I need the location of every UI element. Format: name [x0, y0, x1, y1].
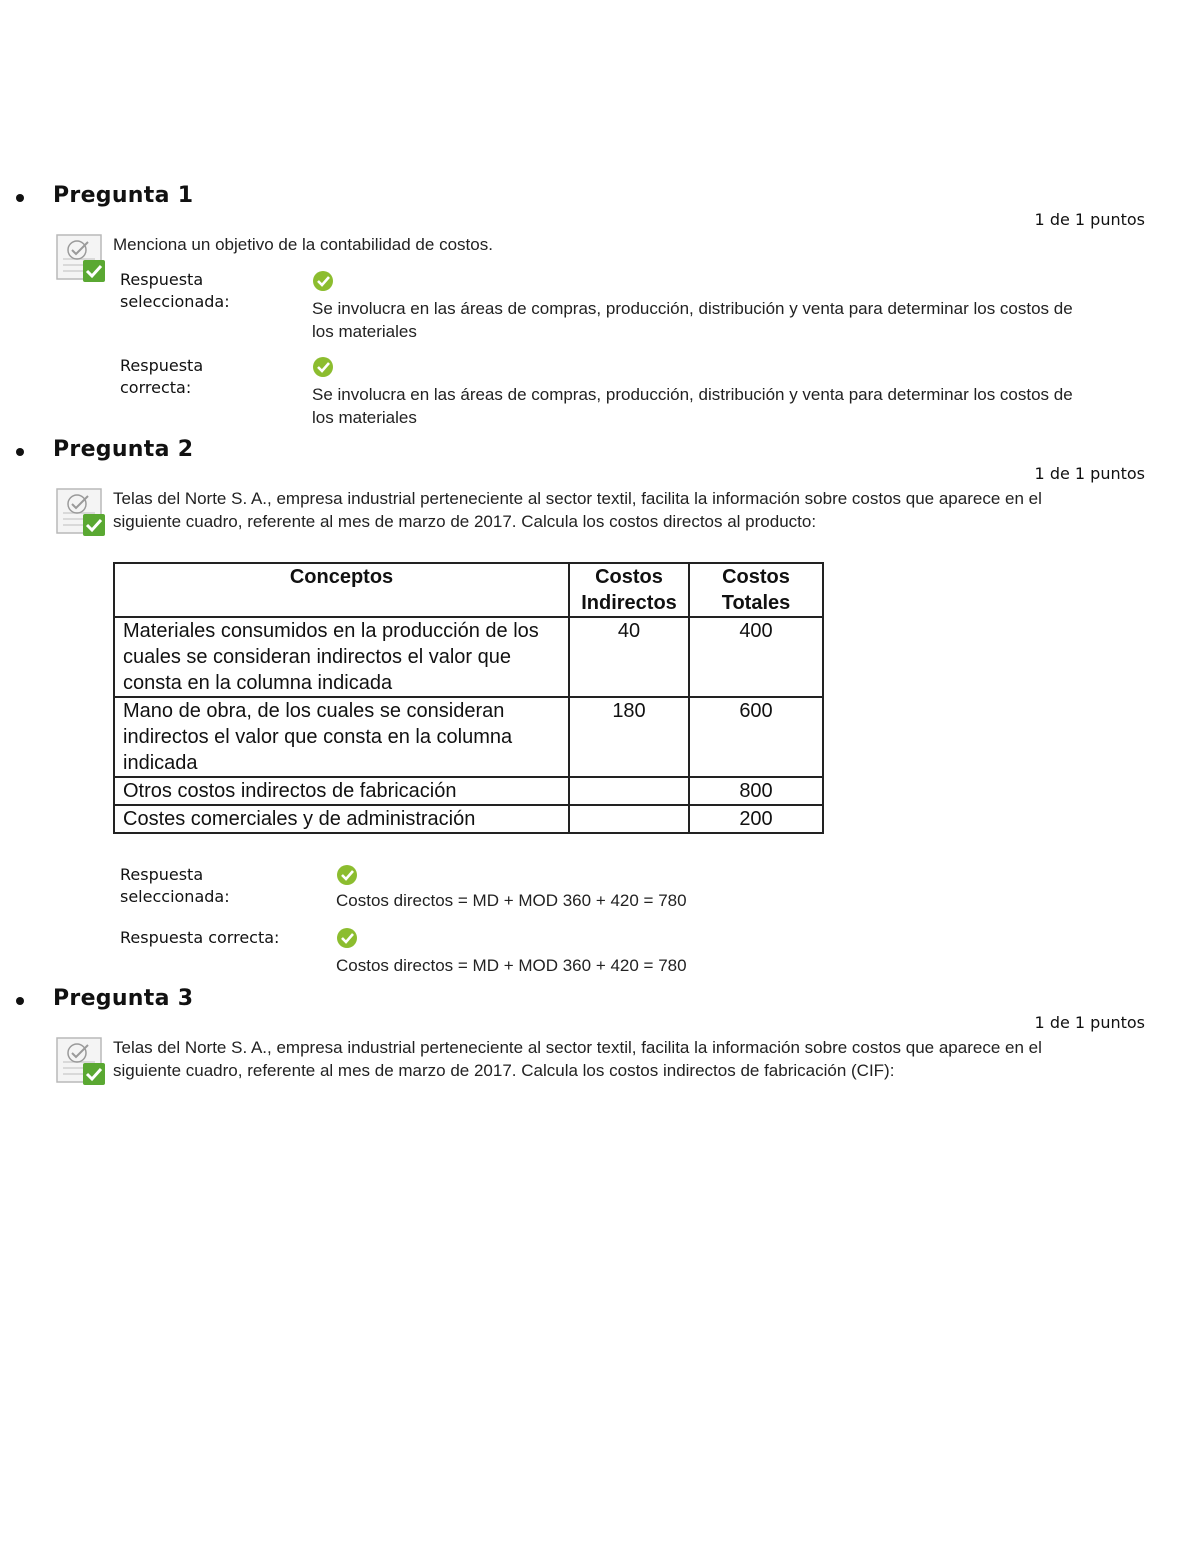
- label-line: Respuesta: [120, 270, 204, 289]
- table-cell: [569, 777, 689, 805]
- column-header: Conceptos: [114, 563, 569, 617]
- table-cell: 600: [689, 697, 823, 777]
- check-circle-icon: [312, 356, 334, 378]
- graded-correct-icon: [55, 1036, 107, 1086]
- question-points: 1 de 1 puntos: [1034, 210, 1145, 229]
- question-1: [0, 183, 1200, 433]
- question-3: [0, 986, 1200, 1116]
- bullet-icon: [16, 194, 24, 202]
- correct-answer-text: Costos directos = MD + MOD 360 + 420 = 780: [336, 956, 687, 975]
- graded-correct-icon: [55, 487, 107, 537]
- table-row: [114, 805, 823, 833]
- question-points: 1 de 1 puntos: [1034, 1013, 1145, 1032]
- question-title: Pregunta 3: [53, 986, 194, 1011]
- selected-answer-label: [120, 864, 230, 908]
- question-title: Pregunta 2: [53, 437, 194, 462]
- table-cell: 200: [689, 805, 823, 833]
- check-circle-icon: [312, 270, 334, 292]
- label-line: correcta:: [120, 378, 192, 397]
- table-cell: 800: [689, 777, 823, 805]
- table-cell: 40: [569, 617, 689, 697]
- label-line: seleccionada:: [120, 292, 230, 311]
- selected-answer-text: Se involucra en las áreas de compras, producción, distribución y venta para determinar los costos de los materiales: [312, 299, 1073, 341]
- check-circle-icon: [336, 927, 358, 949]
- table-header-row: [114, 563, 823, 617]
- correct-answer-label: Respuesta correcta:: [120, 928, 280, 947]
- table-row: [114, 697, 823, 777]
- label-line: Respuesta: [120, 356, 204, 375]
- table-row: [114, 777, 823, 805]
- check-circle-icon: [336, 864, 358, 886]
- label-line: seleccionada:: [120, 887, 230, 906]
- question-header: [0, 183, 1200, 229]
- selected-answer-text: Costos directos = MD + MOD 360 + 420 = 780: [336, 891, 687, 910]
- correct-answer-label: [120, 355, 203, 399]
- label-line: Respuesta: [120, 865, 204, 884]
- question-points: 1 de 1 puntos: [1034, 464, 1145, 483]
- table-cell: [569, 805, 689, 833]
- question-header: [0, 986, 1200, 1032]
- table-cell: 400: [689, 617, 823, 697]
- column-header: Costos Totales: [689, 563, 823, 617]
- graded-correct-icon: [55, 233, 107, 283]
- table-row: [114, 617, 823, 697]
- question-title: Pregunta 1: [53, 183, 194, 208]
- table-cell: Mano de obra, de los cuales se consideran indirectos el valor que consta en la columna indicada: [114, 697, 569, 777]
- column-header: Costos Indirectos: [569, 563, 689, 617]
- selected-answer-label: [120, 269, 230, 313]
- table-cell: Materiales consumidos en la producción de los cuales se consideran indirectos el valor que consta en la columna indicada: [114, 617, 569, 697]
- table-cell: Otros costos indirectos de fabricación: [114, 777, 569, 805]
- table-cell: 180: [569, 697, 689, 777]
- correct-answer-text: Se involucra en las áreas de compras, producción, distribución y venta para determinar los costos de los materiales: [312, 385, 1073, 427]
- question-text: Telas del Norte S. A., empresa industrial perteneciente al sector textil, facilita la información sobre costos que aparece en el siguiente cuadro, referente al mes de marzo de 2017. Calcula los costos indirectos de fabricación (CIF):: [113, 1038, 1042, 1080]
- bullet-icon: [16, 448, 24, 456]
- table-cell: Costes comerciales y de administración: [114, 805, 569, 833]
- question-header: [0, 437, 1200, 483]
- bullet-icon: [16, 997, 24, 1005]
- question-text: Menciona un objetivo de la contabilidad de costos.: [113, 235, 493, 254]
- costs-table: [113, 562, 824, 834]
- question-text: Telas del Norte S. A., empresa industrial perteneciente al sector textil, facilita la información sobre costos que aparece en el siguiente cuadro, referente al mes de marzo de 2017. Calcula los costos directos al producto:: [113, 489, 1042, 531]
